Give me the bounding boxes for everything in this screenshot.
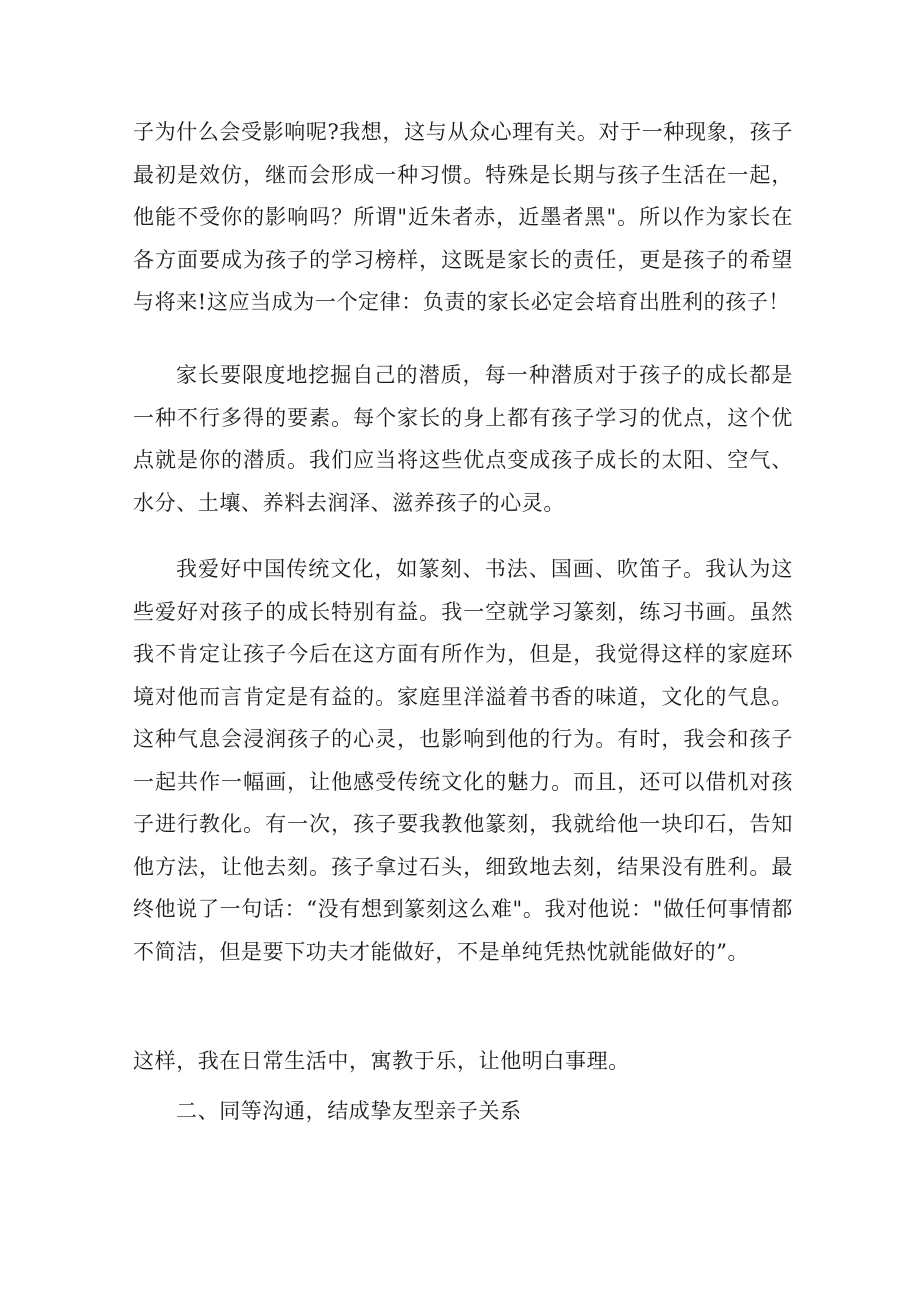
paragraph-4: 这样，我在日常生活中，寓教于乐，让他明白事理。	[133, 1049, 630, 1073]
paragraph-3: 我爱好中国传统文化，如篆刻、书法、国画、吹笛子。我认为这些爱好对孩子的成长特别有益。我一空就学习篆刻，练习书画。虽然我不肯定让孩子今后在这方面有所作为，但是，我觉得这样的家庭环境对他而言肯定是有益的。家庭里洋溢着书香的味道，文化的气息。这种气息会浸润孩子的心灵，也影响到他的行为。有时，我会和孩子一起共作一幅画，让他感受传统文化的魅力。而且，还可以借机对孩子进行教化。有一次，孩子要我教他篆刻，我就给他一块印石，告知他方法，让他去刻。孩子拿过石头，细致地去刻，结果没有胜利。最终他说了一句话：“没有想到篆刻这么难"。我对他说："做任何事情都不简洁，但是要下功夫才能做好，不是单纯凭热忱就能做好的”。	[133, 557, 793, 964]
paragraph-1: 子为什么会受影响呢?我想，这与从众心理有关。对于一种现象，孩子最初是效仿，继而会形成一种习惯。特殊是长期与孩子生活在一起，他能不受你的影响吗？所谓"近朱者赤，近墨者黑"。所以作为家长在各方面要成为孩子的学习榜样，这既是家长的责任，更是孩子的希望与将来!这应当成为一个定律：负责的家长必定会培育出胜利的孩子！	[133, 120, 793, 314]
section-heading: 二、同等沟通，结成挚友型亲子关系	[176, 1099, 522, 1123]
paragraph-2: 家长要限度地挖掘自己的潜质，每一种潜质对于孩子的成长都是一种不行多得的要素。每个家长的身上都有孩子学习的优点，这个优点就是你的潜质。我们应当将这些优点变成孩子成长的太阳、空气、水分、土壤、养料去润泽、滋养孩子的心灵。	[133, 363, 793, 515]
